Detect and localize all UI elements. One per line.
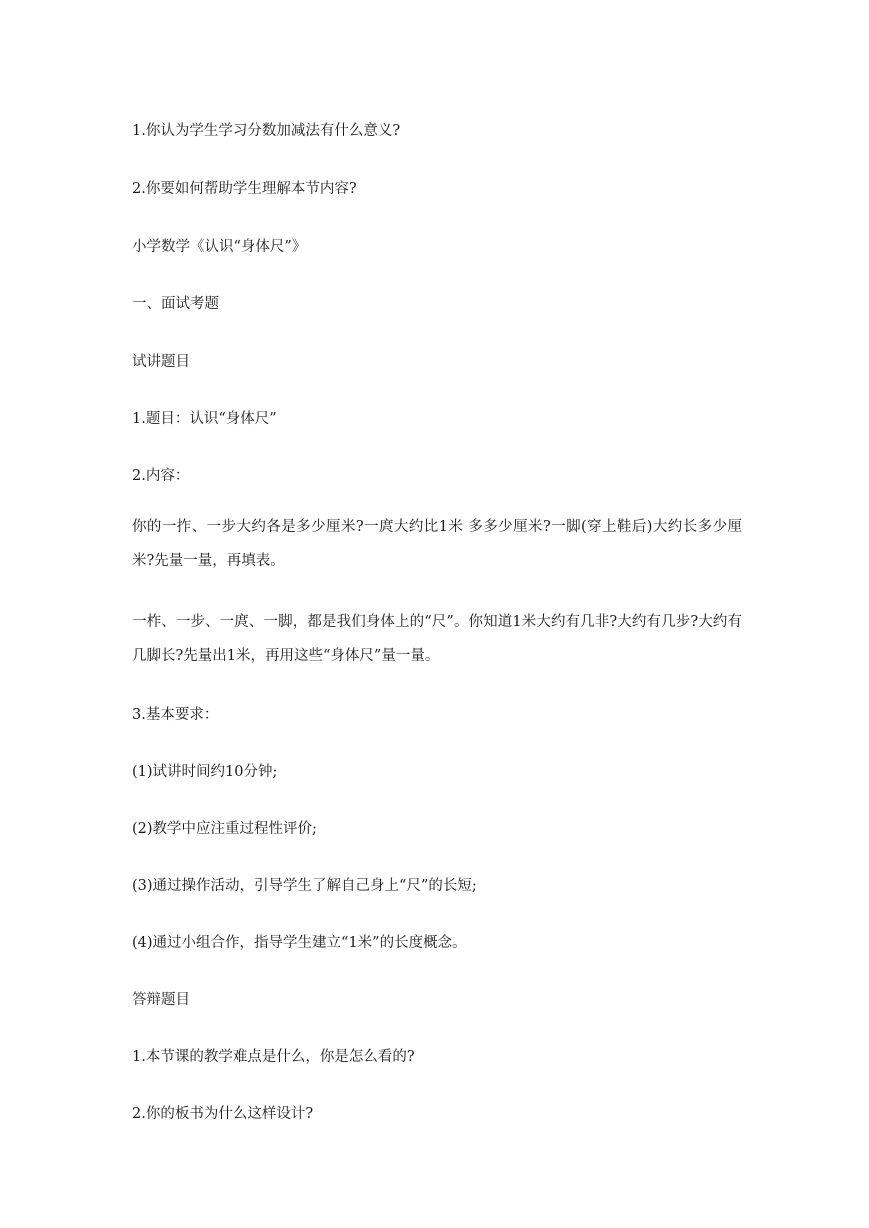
subsection-heading-trial: 试讲题目 bbox=[132, 354, 190, 370]
defense-question-2: 2.你的板书为什么这样设计? bbox=[132, 1106, 314, 1122]
requirements-label: 3.基本要求： bbox=[132, 707, 219, 723]
topic-line: 1.题目：认识“身体尺” bbox=[132, 411, 277, 427]
defense-question-1: 1.本节课的教学难点是什么，你是怎么看的? bbox=[132, 1049, 415, 1065]
content-paragraph-1: 你的一拃、一步大约各是多少厘米?一庹大约比1米 多多少厘米?一脚(穿上鞋后)大约长多少厘米?先量一量，再填表。 bbox=[132, 519, 742, 569]
requirement-4: (4)通过小组合作，指导学生建立“1米”的长度概念。 bbox=[132, 935, 467, 951]
question-line-1: 1.你认为学生学习分数加减法有什么意义? bbox=[132, 123, 401, 139]
requirement-2: (2)教学中应注重过程性评价; bbox=[132, 821, 317, 837]
question-line-2: 2.你要如何帮助学生理解本节内容? bbox=[132, 181, 357, 197]
content-paragraph-2: 一柞、一步、一庹、一脚，都是我们身体上的“尺”。你知道1米大约有几非?大约有几步?大约有几脚长?先量出1米，再用这些“身体尺”量一量。 bbox=[132, 614, 742, 664]
requirement-3: (3)通过操作活动，引导学生了解自己身上“尺”的长短; bbox=[132, 878, 477, 894]
subsection-heading-defense: 答辩题目 bbox=[132, 992, 190, 1008]
lesson-title: 小学数学《认识“身体尺”》 bbox=[132, 239, 307, 255]
section-heading: 一、面试考题 bbox=[132, 296, 219, 312]
content-label: 2.内容： bbox=[132, 468, 190, 484]
requirement-1: (1)试讲时间约10分钟; bbox=[132, 764, 278, 780]
